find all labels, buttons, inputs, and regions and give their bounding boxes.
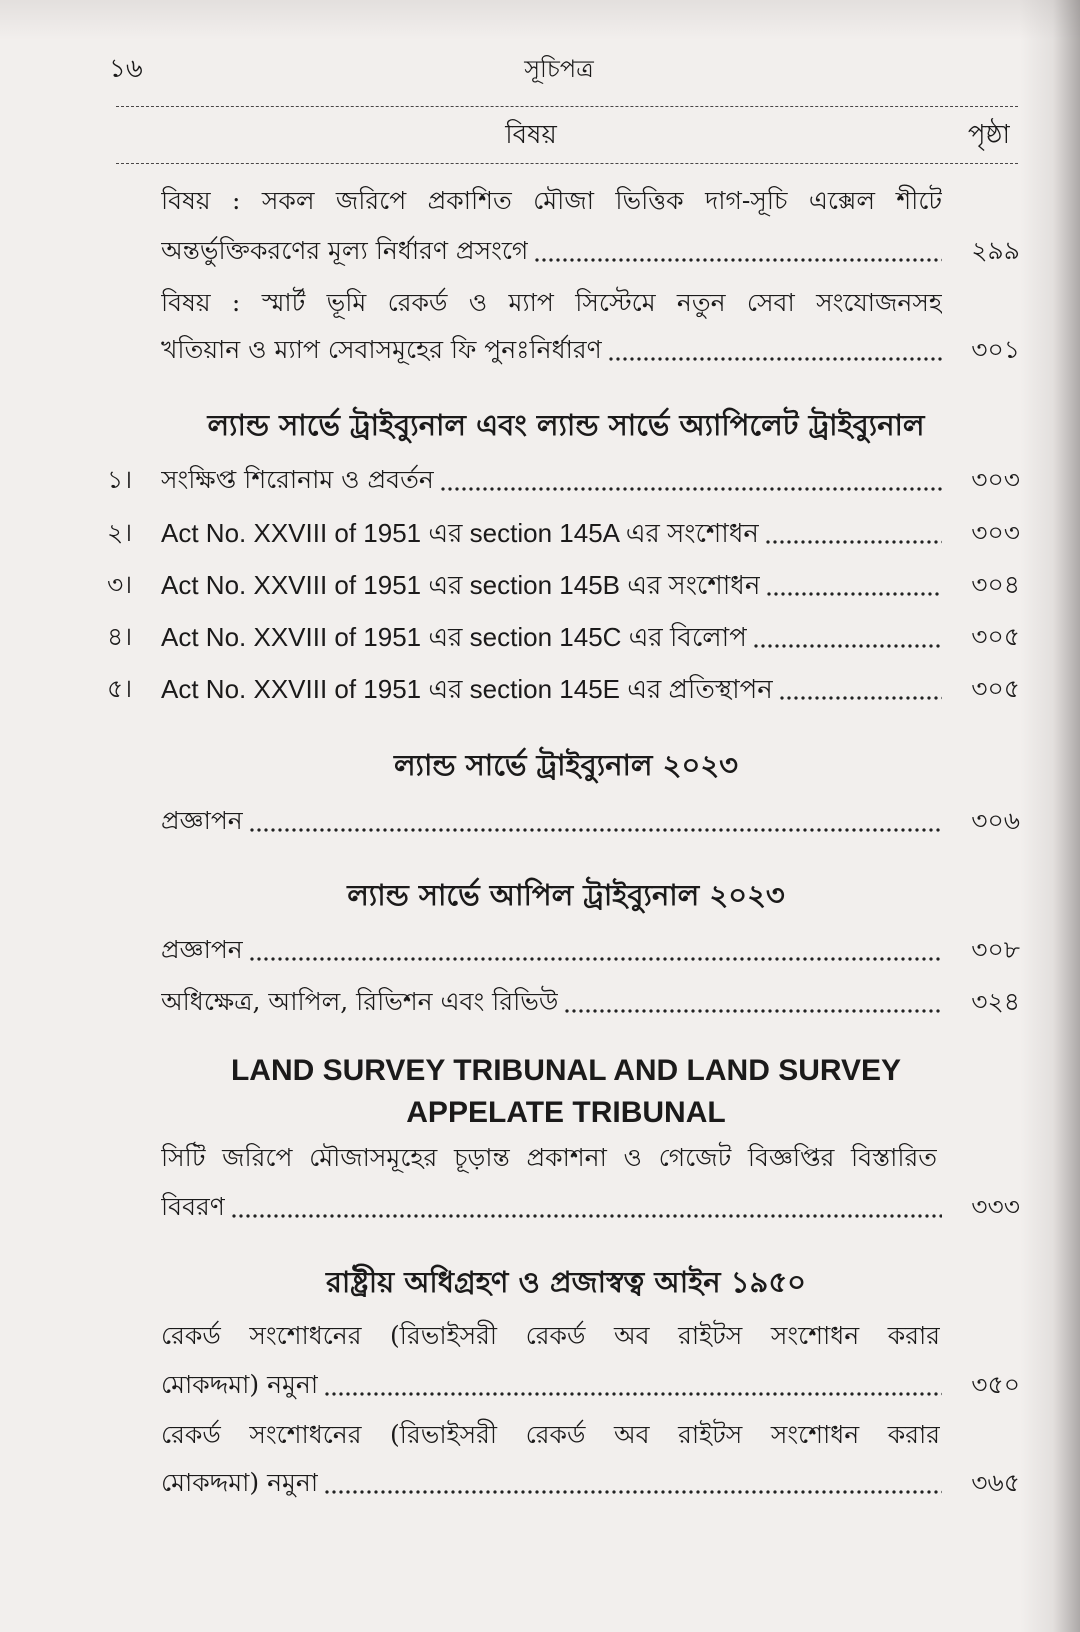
toc-page-number: ৩৬৫ xyxy=(971,1468,1020,1497)
dot-leader xyxy=(324,1489,942,1495)
toc-page-number: ৩০৪ xyxy=(971,570,1020,599)
item-text: প্রজ্ঞাপন xyxy=(161,806,243,835)
toc-entry-text: খতিয়ান ও ম্যাপ সেবাসমূহের ফি পুনঃনির্ধারণ xyxy=(161,335,602,364)
toc-item xyxy=(161,928,942,972)
section-heading-line: LAND SURVEY TRIBUNAL AND LAND SURVEY xyxy=(230,1054,902,1087)
toc-entry-text: অন্তর্ভুক্তিকরণের মূল্য নির্ধারণ প্রসংগে xyxy=(161,236,529,265)
section-heading-line: APPELATE TRIBUNAL xyxy=(406,1096,726,1129)
toc-entry-line xyxy=(161,1363,942,1407)
toc-entry-text: মোকদ্দমা) নমুনা xyxy=(161,1468,319,1497)
toc-page-number: ৩০৬ xyxy=(971,806,1020,835)
dot-leader xyxy=(249,827,942,833)
toc-entry-line: রেকর্ড সংশোধনের (রিভাইসরী রেকর্ড অব রাইটস সংশোধন করার xyxy=(161,1321,940,1350)
dot-leader xyxy=(564,1008,942,1014)
page-edge-shadow xyxy=(1020,0,1080,1632)
dot-leader xyxy=(608,356,942,362)
toc-item xyxy=(161,980,942,1024)
item-text: অধিক্ষেত্র, আপিল, রিভিশন এবং রিভিউ xyxy=(161,987,559,1016)
dot-leader xyxy=(779,695,942,701)
item-number: ৫। xyxy=(107,674,133,703)
toc-page-number: ৩৫০ xyxy=(971,1370,1020,1399)
toc-page-number: ৩০৫ xyxy=(971,674,1020,703)
toc-entry-line: রেকর্ড সংশোধনের (রিভাইসরী রেকর্ড অব রাইটস সংশোধন করার xyxy=(161,1420,940,1449)
column-header-page: পৃষ্ঠা xyxy=(967,120,1010,150)
toc-entry-text: বিবরণ xyxy=(161,1192,225,1221)
toc-entry-line xyxy=(161,229,942,273)
dot-leader xyxy=(440,486,942,492)
section-heading: ল্যান্ড সার্ভে ট্রাইব্যুনাল এবং ল্যান্ড সার্ভে অ্যাপিলেট ট্রাইব্যুনাল xyxy=(207,408,925,442)
page-title: সূচিপত্র xyxy=(524,55,594,83)
item-number: ৩। xyxy=(107,570,133,599)
toc-item xyxy=(107,458,942,502)
page-top-shadow xyxy=(0,0,1080,40)
dot-leader xyxy=(324,1391,942,1397)
toc-page-number: ৩২৪ xyxy=(971,987,1020,1016)
toc-entry-line: সিটি জরিপে মৌজাসমূহের চূড়ান্ত প্রকাশনা ও গেজেট বিজ্ঞপ্তির বিস্তারিত xyxy=(161,1143,937,1172)
toc-item xyxy=(107,667,942,711)
toc-entry-line xyxy=(161,1185,942,1229)
toc-page-number: ৩০১ xyxy=(971,335,1020,364)
toc-page-number: ৩০৩ xyxy=(971,465,1020,494)
item-number: ২। xyxy=(107,518,133,547)
toc-entry-line xyxy=(161,1461,942,1505)
dot-leader xyxy=(753,643,942,649)
dot-leader xyxy=(766,591,942,597)
toc-item xyxy=(161,799,942,843)
toc-page-number: ৩০৫ xyxy=(971,622,1020,651)
item-text: Act No. XXVIII of 1951 এর section 145A এর সংশোধন xyxy=(161,518,759,548)
page-number: ১৬ xyxy=(109,54,143,84)
item-number: ৪। xyxy=(107,622,133,651)
section-heading: ল্যান্ড সার্ভে ট্রাইব্যুনাল ২০২৩ xyxy=(393,748,739,782)
toc-item xyxy=(107,511,942,555)
item-text: Act No. XXVIII of 1951 এর section 145E এর প্রতিস্থাপন xyxy=(161,674,773,704)
toc-item xyxy=(107,563,942,607)
dot-leader xyxy=(249,956,942,962)
toc-entry-line: বিষয় : স্মার্ট ভূমি রেকর্ড ও ম্যাপ সিস্টেমে নতুন সেবা সংযোজনসহ xyxy=(161,288,942,317)
item-number: ১। xyxy=(107,465,133,494)
toc-entry-line: বিষয় : সকল জরিপে প্রকাশিত মৌজা ভিত্তিক দাগ-সূচি এক্সেল শীটে xyxy=(161,186,942,215)
toc-page-number: ২৯৯ xyxy=(971,236,1020,265)
item-text: Act No. XXVIII of 1951 এর section 145C এর বিলোপ xyxy=(161,622,747,652)
dot-leader xyxy=(534,257,942,263)
toc-page-number: ৩০৮ xyxy=(971,935,1020,964)
toc-entry-text: মোকদ্দমা) নমুনা xyxy=(161,1370,319,1399)
header-divider-bottom xyxy=(116,163,1018,164)
section-heading: ল্যান্ড সার্ভে আপিল ট্রাইব্যুনাল ২০২৩ xyxy=(347,878,785,912)
dot-leader xyxy=(765,539,942,545)
section-heading: রাষ্ট্রীয় অধিগ্রহণ ও প্রজাস্বত্ব আইন ১৯৫০ xyxy=(325,1265,806,1299)
column-header-subject: বিষয় xyxy=(505,120,557,150)
dot-leader xyxy=(231,1213,942,1219)
item-text: প্রজ্ঞাপন xyxy=(161,935,243,964)
toc-page-number: ৩০৩ xyxy=(971,518,1020,547)
toc-entry-line xyxy=(161,328,942,372)
header-divider-top xyxy=(116,106,1018,107)
toc-page-number: ৩৩৩ xyxy=(971,1192,1020,1221)
item-text: সংক্ষিপ্ত শিরোনাম ও প্রবর্তন xyxy=(161,465,434,494)
item-text: Act No. XXVIII of 1951 এর section 145B এর সংশোধন xyxy=(161,570,761,600)
toc-item xyxy=(107,615,942,659)
